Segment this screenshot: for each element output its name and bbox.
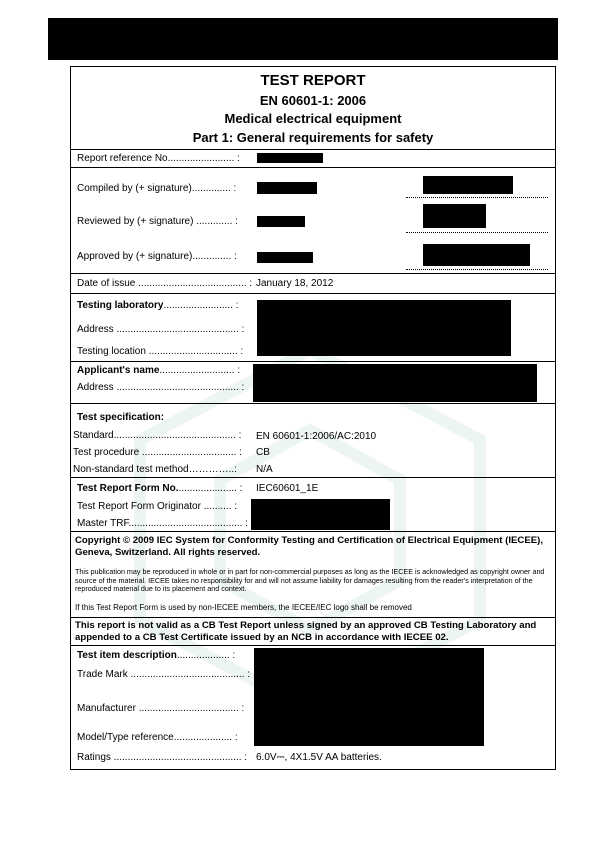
approver-signature-line bbox=[406, 269, 548, 270]
testing-location-label: Testing location ................................ : bbox=[77, 346, 244, 357]
redacted-reviewer-signature bbox=[423, 204, 486, 228]
test-item-description-label: Test item description................... : bbox=[77, 650, 236, 661]
report-subtitle: Medical electrical equipment bbox=[224, 111, 402, 126]
ratings-row bbox=[71, 751, 555, 771]
model-type-label: Model/Type reference..................... : bbox=[77, 732, 238, 743]
trf-number-value: IEC60601_1E bbox=[256, 483, 319, 494]
date-row bbox=[71, 273, 555, 293]
redacted-test-item-details bbox=[254, 648, 484, 746]
lab-address-label: Address ............................................ : bbox=[77, 324, 245, 335]
standard-value: EN 60601-1:2006/AC:2010 bbox=[256, 431, 377, 442]
validity-note: This report is not valid as a CB Test Report unless signed by an approved CB Testing Laboratory and appended to a CB Test Certificate issued by an NCB in accordance with IECEE 02. bbox=[75, 620, 537, 643]
redacted-compiler-name bbox=[257, 182, 317, 194]
trf-originator-label: Test Report Form Originator .......... : bbox=[77, 501, 238, 512]
testing-lab-label: Testing laboratory......................... : bbox=[77, 300, 239, 311]
report-part: Part 1: General requirements for safety bbox=[192, 130, 434, 145]
report-reference-label: Report reference No........................ : bbox=[77, 153, 240, 164]
reviewed-by-label: Reviewed by (+ signature) ............. : bbox=[77, 216, 238, 227]
approved-by-label: Approved by (+ signature).............. : bbox=[77, 251, 237, 262]
compiler-signature-line bbox=[406, 197, 548, 198]
test-item-block bbox=[71, 645, 555, 751]
applicant-label: Applicant's name........................... : bbox=[77, 365, 240, 376]
non-standard-method-value: N/A bbox=[256, 464, 273, 475]
reviewer-signature-line bbox=[406, 232, 548, 233]
redacted-compiler-signature bbox=[423, 176, 513, 194]
trf-number-label: Test Report Form No...................... : bbox=[77, 483, 243, 494]
title-block bbox=[71, 67, 555, 149]
report-standard: EN 60601-1: 2006 bbox=[259, 93, 367, 108]
date-value: January 18, 2012 bbox=[256, 278, 334, 289]
signatures-block bbox=[71, 167, 555, 273]
copyright-heading: Copyright © 2009 IEC System for Conformity Testing and Certification of Electrical Equipment (IECEE), Geneva, Switzerland. All rights reserved. bbox=[75, 535, 543, 558]
test-procedure-label: Test procedure .................................. : bbox=[73, 447, 242, 458]
trade-mark-label: Trade Mark ......................................... : bbox=[77, 669, 250, 680]
testing-lab-block bbox=[71, 293, 555, 361]
non-iecee-note: If this Test Report Form is used by non-IECEE members, the IECEE/IEC logo shall be removed bbox=[75, 603, 412, 612]
redacted-header-bar bbox=[48, 18, 558, 60]
master-trf-label: Master TRF......................................... : bbox=[77, 518, 248, 529]
redacted-approver-name bbox=[257, 252, 313, 263]
copyright-block bbox=[71, 531, 555, 617]
validity-block bbox=[71, 617, 555, 645]
manufacturer-label: Manufacturer .................................... : bbox=[77, 703, 245, 714]
ratings-value: 6.0V⎓, 4X1.5V AA batteries. bbox=[256, 752, 382, 763]
applicant-block bbox=[71, 361, 555, 403]
trf-block bbox=[71, 477, 555, 531]
redacted-approver-signature bbox=[423, 244, 530, 266]
date-label: Date of issue ....................................... : bbox=[77, 278, 253, 289]
copyright-body: This publication may be reproduced in whole or in part for non-commercial purposes as long as the IECEE is acknowledged as copyright owner and source of the material. IECEE takes no responsibility for and will not assume liability for damages resulting from the reader's interpretation of the reproduced material due to its placement and context. bbox=[75, 567, 545, 594]
redacted-reviewer-name bbox=[257, 216, 305, 227]
report-title: TEST REPORT bbox=[260, 72, 366, 89]
standard-label: Standard............................................ : bbox=[73, 430, 242, 441]
redacted-applicant-details bbox=[253, 364, 537, 402]
compiled-by-label: Compiled by (+ signature).............. : bbox=[77, 183, 237, 194]
non-standard-method-label: Non-standard test method…………..: bbox=[73, 464, 237, 475]
report-reference-row bbox=[71, 149, 555, 167]
ratings-label: Ratings .............................................. : bbox=[77, 752, 248, 763]
applicant-address-label: Address ............................................ : bbox=[77, 382, 245, 393]
test-specification-heading: Test specification: bbox=[77, 412, 165, 423]
redacted-lab-details bbox=[257, 300, 511, 356]
report-frame bbox=[70, 66, 556, 770]
test-specification-block bbox=[71, 403, 555, 477]
test-procedure-value: CB bbox=[256, 447, 270, 458]
redacted-reference bbox=[257, 153, 323, 163]
redacted-trf-originator bbox=[251, 499, 390, 530]
